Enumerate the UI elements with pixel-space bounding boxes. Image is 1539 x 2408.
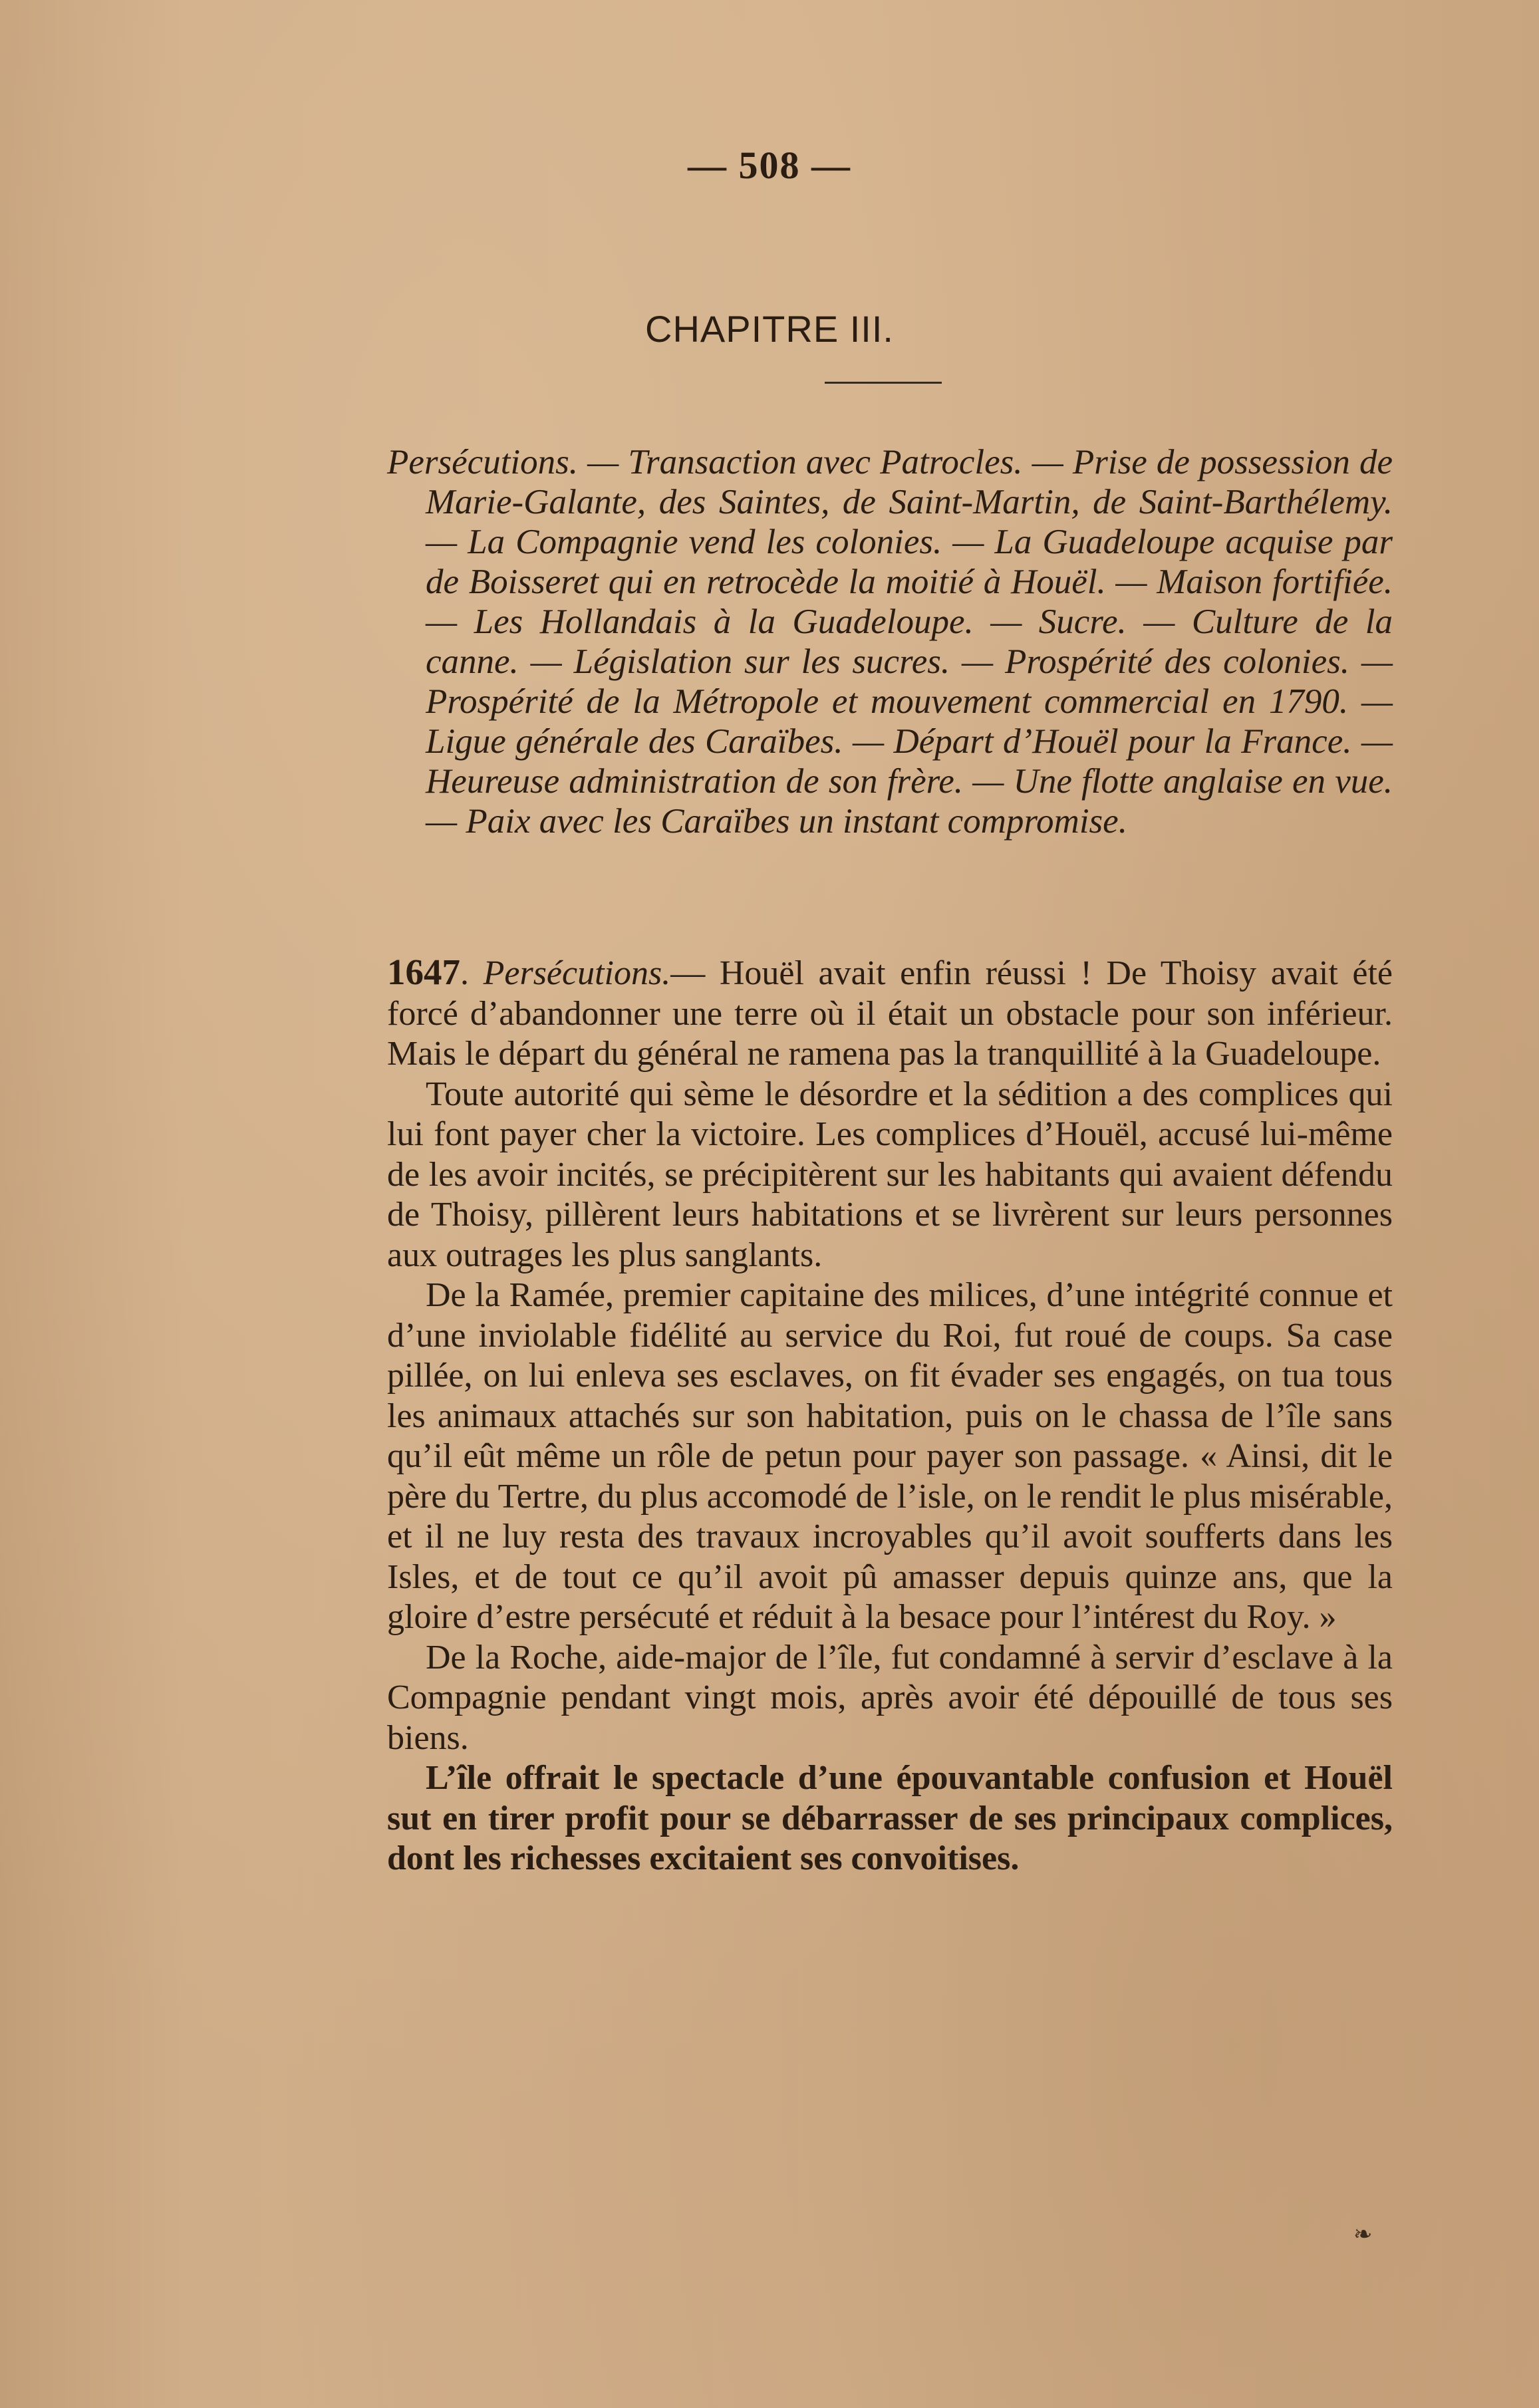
- printer-ornament-icon: ❧: [1353, 2222, 1373, 2247]
- section-lead-text: — Houël avait enfin réussi ! De Thoisy avait été forcé d’abandonner une terre où il était un obstacle pour son inférieur. Mais le départ du général ne ramena pas la tranquillité à la Guadeloupe.: [387, 954, 1393, 1073]
- chapter-summary: Persécutions. — Transaction avec Patrocles. — Prise de possession de Marie-Galante, des Saintes, de Saint-Martin, de Saint-Barthélemy. — La Compagnie vend les colonies. — La Guadeloupe acquise par de Boisseret qui en retrocède la moitié à Houël. — Maison fortifiée. — Les Hollandais à la Guadeloupe. — Sucre. — Culture de la canne. — Législation sur les sucres. — Prospérité des colonies. — Prospérité de la Métropole et mouvement commercial en 1790. — Ligue générale des Caraïbes. — Départ d’Houël pour la France. — Heureuse administration de son frère. — Une flotte anglaise en vue. — Paix avec les Caraïbes un instant compromise.: [387, 443, 1393, 841]
- chapter-title: CHAPITRE III.: [645, 308, 894, 350]
- paragraph: De la Ramée, premier capitaine des milices, d’une intégrité connue et d’une inviolable fidélité au service du Roi, fut roué de coups. Sa case pillée, on lui enleva ses esclaves, on fit évader ses engagés, on tua tous les animaux attachés sur son habitation, puis on le chassa de l’île sans qu’il eût même un rôle de petun pour payer son passage. « Ainsi, dit le père du Tertre, du plus accomodé de l’isle, on le rendit le plus misérable, et il ne luy resta des travaux incroyables qu’il avoit soufferts dans les Isles, et de tout ce qu’il avoit pû amasser depuis quinze ans, que la gloire d’estre persécuté et réduit à la besace pour l’intérest du Roy. »: [387, 1276, 1393, 1636]
- body-text: [387, 952, 1393, 1879]
- paragraph: De la Roche, aide-major de l’île, fut condamné à servir d’esclave à la Compagnie pendant vingt mois, après avoir été dépouillé de tous ses biens.: [387, 1638, 1393, 1757]
- paragraph: Toute autorité qui sème le désordre et la sédition a des complices qui lui font payer cher la victoire. Les complices d’Houël, accusé lui-même de les avoir incités, se précipitèrent sur les habitants qui avaient défendu de Thoisy, pillèrent leurs habitations et se livrèrent sur leurs personnes aux outrages les plus sanglants.: [387, 1075, 1393, 1274]
- paragraph-1647: 1647. Persécutions.— Houël avait enfin réussi ! De Thoisy avait été forcé d’abandonner une terre où il était un obstacle pour son inférieur. Mais le départ du général ne ramena pas la tranquillité à la Guadeloupe.: [387, 952, 1393, 1073]
- paragraph: L’île offrait le spectacle d’une épouvantable confusion et Houël sut en tirer profit pour se débarrasser de ses principaux complices, dont les richesses excitaient ses convoitises.: [387, 1759, 1393, 1877]
- page-number: — 508 —: [688, 144, 851, 187]
- section-title: Persécutions.: [483, 954, 671, 992]
- section-year: 1647: [387, 952, 460, 992]
- chapter-divider-rule: [825, 382, 942, 384]
